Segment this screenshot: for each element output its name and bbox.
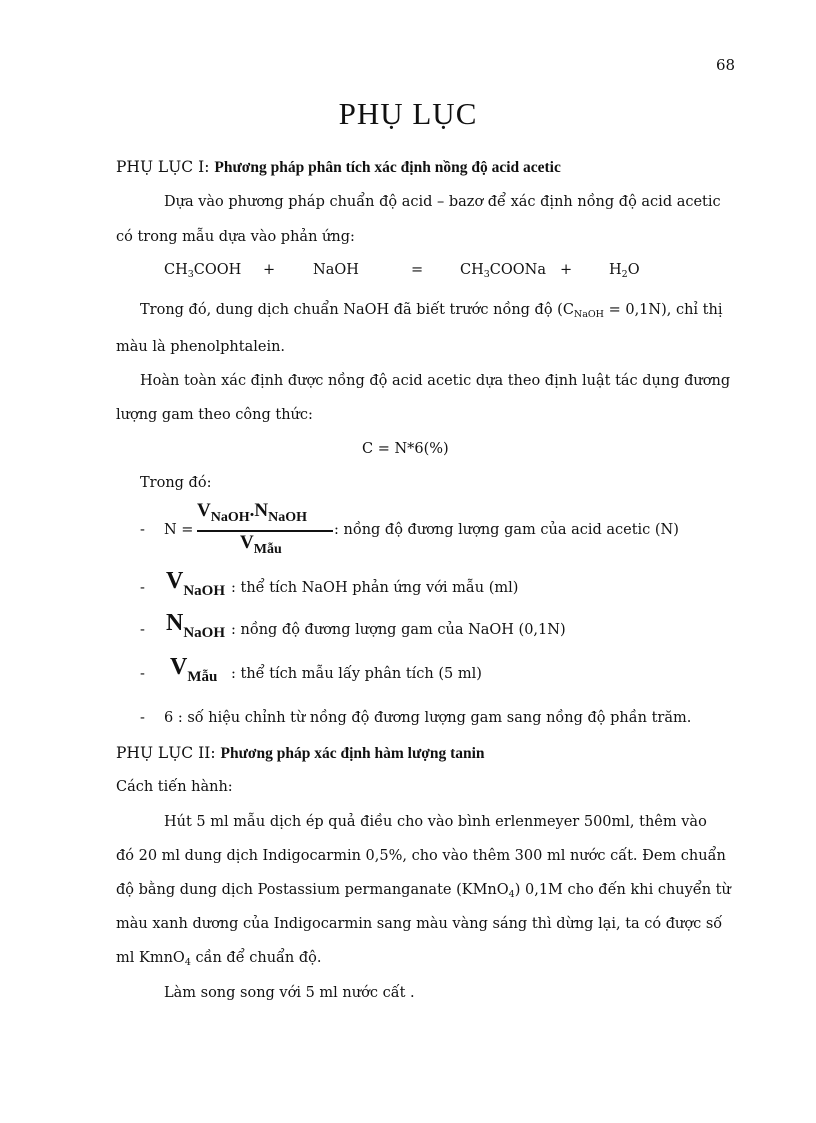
para1-line1-text: Dựa vào phương pháp chuẩn độ acid – bazơ để xác định nồng độ acid acetic [164, 194, 721, 210]
section1-para1-line2: có trong mẫu dựa vào phản ứng: [116, 229, 355, 245]
section1-para3-line2: lượng gam theo công thức: [116, 407, 313, 423]
reaction-product-1: $CH_3COONa$ [460, 262, 546, 280]
section2-heading-prefix: PHỤ LỤC II: [116, 744, 216, 762]
procedure-line5: ml KmnO$_4$ cần để chuẩn độ. [116, 950, 322, 968]
section1-para1-line1 [164, 194, 738, 210]
para2-line1-text: Trong đó, dung dịch chuẩn NaOH đã biết trước nồng độ $(C_{NaOH} = 0,1N)$, chỉ thị [140, 302, 723, 320]
procedure-line3-text: độ bằng dung dịch Postassium permanganate (KMnO$_4$) 0,1M cho đến khi chuyển từ [116, 882, 731, 900]
n-description: : nồng độ đương lượng gam của acid acetic (N) [334, 522, 679, 538]
section2-heading-text: Phương pháp xác định hàm lượng tanin [220, 745, 485, 762]
def-dash-n: - [140, 522, 145, 538]
where-label: Trong đó: [140, 475, 212, 491]
section1-para2-line2: màu là phenolphtalein. [116, 339, 286, 355]
procedure-line3 [116, 882, 738, 898]
section1-para2-line1 [140, 302, 738, 318]
n-equals: N = [164, 522, 194, 538]
reaction-reactant-1: $CH_3COOH$ [164, 262, 242, 280]
n-fraction-denominator: VMẫu [240, 532, 282, 557]
page-number: 68 [716, 56, 736, 74]
n-fraction-numerator: VNaOH.NNaOH [197, 500, 307, 525]
procedure-line1-text: Hút 5 ml mẫu dịch ép quả điều cho vào bình erlenmeyer 500ml, thêm vào [164, 814, 707, 830]
section1-heading-prefix: PHỤ LỤC I: [116, 158, 210, 176]
n-naoh-description: : nồng độ đương lượng gam của NaOH (0,1N) [231, 622, 566, 638]
reaction-reactant-2: NaOH [313, 262, 359, 278]
section1-para3-line1 [140, 373, 738, 389]
reaction-equals: = [411, 262, 424, 278]
def-dash-vnaoh: - [140, 580, 145, 596]
procedure-label: Cách tiến hành: [116, 779, 233, 795]
procedure-line4-text: màu xanh dương của Indigocarmin sang màu vàng sáng thì dừng lại, ta có được số [116, 916, 723, 932]
section1-heading-text: Phương pháp phân tích xác định nồng độ acid acetic [214, 159, 561, 176]
reaction-product-2: $H_2O$ [609, 262, 640, 280]
procedure-line2 [116, 848, 738, 864]
section1-heading [116, 158, 561, 177]
procedure-last-line: Làm song song với 5 ml nước cất . [164, 985, 415, 1001]
procedure-line2-text: đó 20 ml dung dịch Indigocarmin 0,5%, cho vào thêm 300 ml nước cất. Đem chuẩn [116, 848, 726, 864]
v-mau-description: : thể tích mẫu lấy phân tích (5 ml) [231, 666, 482, 682]
section2-heading [116, 744, 485, 763]
formula: C = N*6(%) [362, 441, 449, 457]
procedure-line1 [164, 814, 738, 830]
n-naoh-symbol: NNaOH [166, 610, 226, 641]
def-dash-nnaoh: - [140, 622, 145, 638]
v-mau-symbol: VMẫu [170, 654, 218, 685]
v-naoh-description: : thể tích NaOH phản ứng với mẫu (ml) [231, 580, 519, 596]
six-description: 6 : số hiệu chỉnh từ nồng độ đương lượng gam sang nồng độ phần trăm. [164, 710, 692, 726]
procedure-line4 [116, 916, 738, 932]
v-naoh-symbol: VNaOH [166, 568, 226, 599]
reaction-plus-2: + [560, 262, 573, 278]
reaction-plus-1: + [263, 262, 276, 278]
page-title: PHỤ LỤC [338, 96, 478, 131]
para3-line1-text: Hoàn toàn xác định được nồng độ acid acetic dựa theo định luật tác dụng đương [140, 373, 731, 389]
def-dash-vmau: - [140, 666, 145, 682]
def-dash-six: - [140, 710, 145, 726]
